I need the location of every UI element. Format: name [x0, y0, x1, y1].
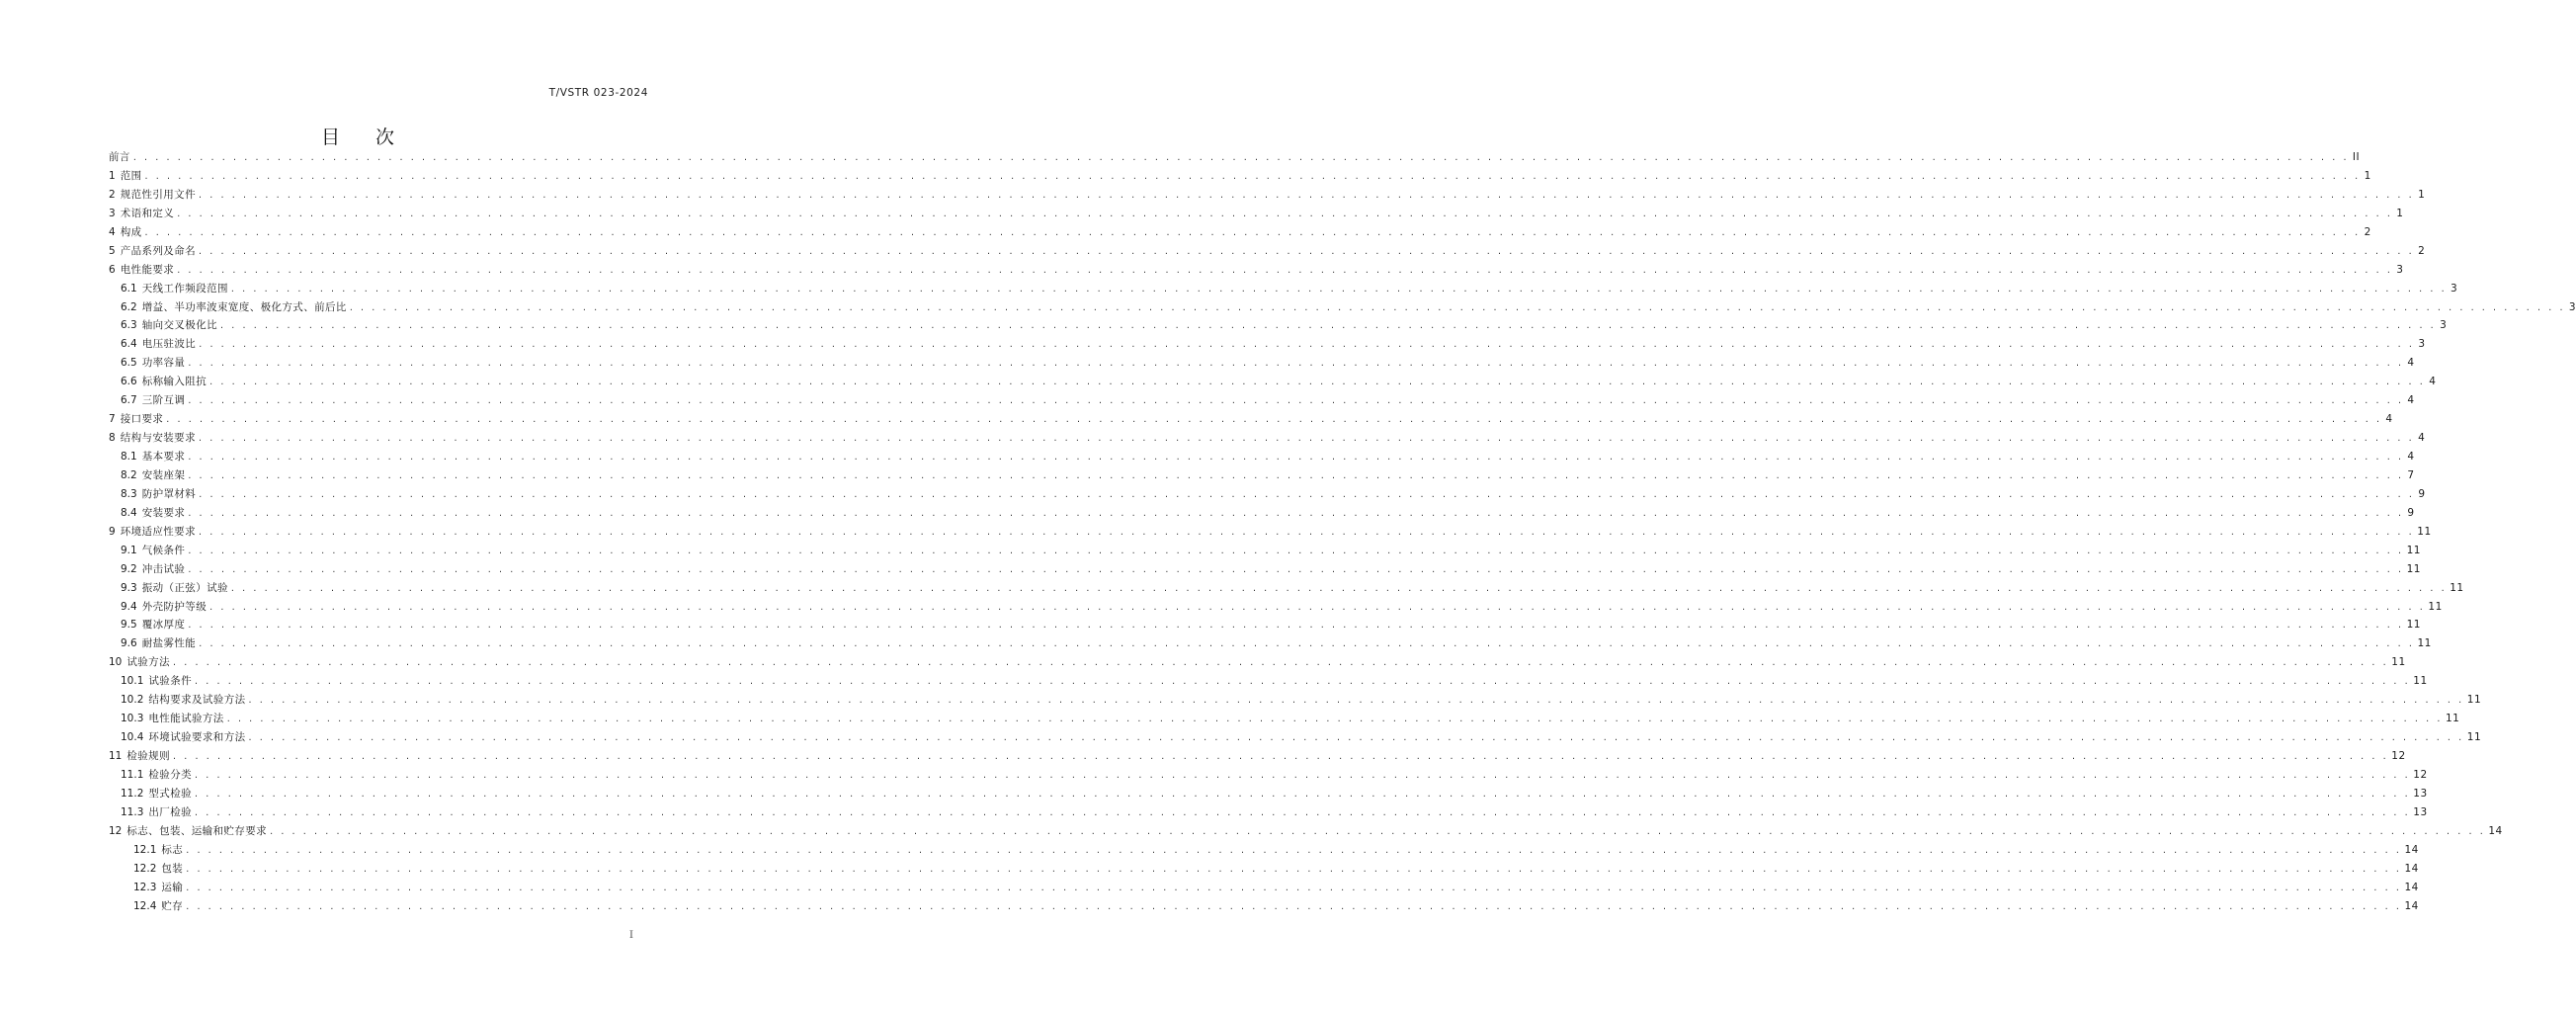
- toc-entry-number: 10.4: [121, 731, 144, 744]
- toc-leader-dots: . . . . . . . . . . . . . . . . . . . . . . . . . . . . . . . . . . . . . . . . . . . . . . . . . . . . . . . . . . . . . . . . . . . . . . . . . . . . . . . . . . . . . . . . . . . . . . . . . . . . . . . . . . . . . . . . . . . . . . . . . . . . . . . . . . . . . . . . . . . . . . . . . . . . . . . . . . . . . . . . . . . . . . . . . . . . . . . . . . . . . . . . . . . . . . . . . . . . . . . .: [209, 377, 2426, 388]
- toc-entry-label: 结构与安装要求: [120, 432, 196, 445]
- toc-leader-dots: . . . . . . . . . . . . . . . . . . . . . . . . . . . . . . . . . . . . . . . . . . . . . . . . . . . . . . . . . . . . . . . . . . . . . . . . . . . . . . . . . . . . . . . . . . . . . . . . . . . . . . . . . . . . . . . . . . . . . . . . . . . . . . . . . . . . . . . . . . . . . . . . . . . . . . . . . . . . . . . . . . . . . . . . . . . . . . . . . . . . . . . . . . . . . . . . . . . . . . . .: [188, 469, 2404, 481]
- toc-entry-page: 14: [2488, 824, 2503, 837]
- toc-leader-dots: . . . . . . . . . . . . . . . . . . . . . . . . . . . . . . . . . . . . . . . . . . . . . . . . . . . . . . . . . . . . . . . . . . . . . . . . . . . . . . . . . . . . . . . . . . . . . . . . . . . . . . . . . . . . . . . . . . . . . . . . . . . . . . . . . . . . . . . . . . . . . . . . . . . . . . . . . . . . . . . . . . . . . . . . . . . . . . . . . . . . . . . . . . . . . . . . . . . . . . . .: [349, 301, 2566, 313]
- toc-entry-page: 11: [2417, 525, 2432, 538]
- toc-entry[interactable]: [109, 841, 2419, 860]
- toc-entry[interactable]: [109, 280, 2458, 298]
- toc-leader-dots: . . . . . . . . . . . . . . . . . . . . . . . . . . . . . . . . . . . . . . . . . . . . . . . . . . . . . . . . . . . . . . . . . . . . . . . . . . . . . . . . . . . . . . . . . . . . . . . . . . . . . . . . . . . . . . . . . . . . . . . . . . . . . . . . . . . . . . . . . . . . . . . . . . . . . . . . . . . . . . . . . . . . . . . . . . . . . . . . . . . . . . . . . . . . . . . . . . . . . . . .: [199, 433, 2415, 445]
- toc-entry[interactable]: [109, 560, 2421, 579]
- toc-entry-page: 11: [2391, 656, 2406, 669]
- toc-entry-number: 12: [109, 824, 123, 837]
- toc-entry[interactable]: [109, 298, 2576, 317]
- toc-entry[interactable]: [109, 223, 2371, 242]
- toc-entry[interactable]: [109, 205, 2404, 223]
- toc-leader-dots: . . . . . . . . . . . . . . . . . . . . . . . . . . . . . . . . . . . . . . . . . . . . . . . . . . . . . . . . . . . . . . . . . . . . . . . . . . . . . . . . . . . . . . . . . . . . . . . . . . . . . . . . . . . . . . . . . . . . . . . . . . . . . . . . . . . . . . . . . . . . . . . . . . . . . . . . . . . . . . . . . . . . . . . . . . . . . . . . . . . . . . . . . . . . . . . . . . . . . . . .: [172, 751, 2389, 762]
- toc-entry-label: 轴向交叉极化比: [141, 319, 218, 332]
- toc-entry-page: 7: [2407, 468, 2415, 481]
- toc-entry-label: 增益、半功率波束宽度、极化方式、前后比: [141, 300, 347, 313]
- toc-entry-number: 9.3: [121, 581, 137, 594]
- toc-entry-page: 9: [2418, 487, 2426, 500]
- toc-leader-dots: . . . . . . . . . . . . . . . . . . . . . . . . . . . . . . . . . . . . . . . . . . . . . . . . . . . . . . . . . . . . . . . . . . . . . . . . . . . . . . . . . . . . . . . . . . . . . . . . . . . . . . . . . . . . . . . . . . . . . . . . . . . . . . . . . . . . . . . . . . . . . . . . . . . . . . . . . . . . . . . . . . . . . . . . . . . . . . . . . . . . . . . . . . . . . . . . . . . . . . . .: [186, 900, 2402, 912]
- toc-entry[interactable]: [109, 879, 2419, 897]
- toc-entry-number: 10.1: [121, 675, 144, 688]
- toc-leader-dots: . . . . . . . . . . . . . . . . . . . . . . . . . . . . . . . . . . . . . . . . . . . . . . . . . . . . . . . . . . . . . . . . . . . . . . . . . . . . . . . . . . . . . . . . . . . . . . . . . . . . . . . . . . . . . . . . . . . . . . . . . . . . . . . . . . . . . . . . . . . . . . . . . . . . . . . . . . . . . . . . . . . . . . . . . . . . . . . . . . . . . . . . . . . . . . . . . . . . . . . .: [195, 806, 2411, 818]
- toc-leader-dots: . . . . . . . . . . . . . . . . . . . . . . . . . . . . . . . . . . . . . . . . . . . . . . . . . . . . . . . . . . . . . . . . . . . . . . . . . . . . . . . . . . . . . . . . . . . . . . . . . . . . . . . . . . . . . . . . . . . . . . . . . . . . . . . . . . . . . . . . . . . . . . . . . . . . . . . . . . . . . . . . . . . . . . . . . . . . . . . . . . . . . . . . . . . . . . . . . . . . . . . .: [220, 320, 2437, 332]
- document-code: T/VSTR 023-2024: [548, 87, 648, 99]
- toc-entry[interactable]: [109, 691, 2482, 710]
- toc-entry[interactable]: [109, 728, 2482, 747]
- toc-entry-label: 标志: [161, 843, 184, 856]
- toc-entry[interactable]: [109, 766, 2428, 785]
- toc-entry[interactable]: [109, 391, 2415, 410]
- toc-entry[interactable]: [109, 672, 2428, 691]
- toc-leader-dots: . . . . . . . . . . . . . . . . . . . . . . . . . . . . . . . . . . . . . . . . . . . . . . . . . . . . . . . . . . . . . . . . . . . . . . . . . . . . . . . . . . . . . . . . . . . . . . . . . . . . . . . . . . . . . . . . . . . . . . . . . . . . . . . . . . . . . . . . . . . . . . . . . . . . . . . . . . . . . . . . . . . . . . . . . . . . . . . . . . . . . . . . . . . . . . . . . . . . . . . .: [188, 563, 2404, 575]
- toc-entry[interactable]: [109, 354, 2415, 373]
- toc-entry-page: 14: [2404, 862, 2419, 875]
- toc-leader-dots: . . . . . . . . . . . . . . . . . . . . . . . . . . . . . . . . . . . . . . . . . . . . . . . . . . . . . . . . . . . . . . . . . . . . . . . . . . . . . . . . . . . . . . . . . . . . . . . . . . . . . . . . . . . . . . . . . . . . . . . . . . . . . . . . . . . . . . . . . . . . . . . . . . . . . . . . . . . . . . . . . . . . . . . . . . . . . . . . . . . . . . . . . . . . . . . . . . . . . . . .: [209, 601, 2426, 613]
- toc-entry-page: 11: [2450, 581, 2464, 594]
- toc-entry-page: 11: [2428, 600, 2443, 613]
- toc-entry[interactable]: [109, 261, 2404, 280]
- toc-entry[interactable]: [109, 860, 2419, 879]
- toc-entry-page: 14: [2404, 881, 2419, 893]
- toc-entry-page: 11: [2466, 694, 2482, 707]
- toc-entry[interactable]: [109, 316, 2448, 335]
- toc-entry-number: 11: [109, 750, 123, 762]
- toc-entry-label: 功率容量: [141, 357, 186, 370]
- toc-leader-dots: . . . . . . . . . . . . . . . . . . . . . . . . . . . . . . . . . . . . . . . . . . . . . . . . . . . . . . . . . . . . . . . . . . . . . . . . . . . . . . . . . . . . . . . . . . . . . . . . . . . . . . . . . . . . . . . . . . . . . . . . . . . . . . . . . . . . . . . . . . . . . . . . . . . . . . . . . . . . . . . . . . . . . . . . . . . . . . . . . . . . . . . . . . . . . . . . . . . . . . . .: [188, 545, 2404, 556]
- toc-leader-dots: . . . . . . . . . . . . . . . . . . . . . . . . . . . . . . . . . . . . . . . . . . . . . . . . . . . . . . . . . . . . . . . . . . . . . . . . . . . . . . . . . . . . . . . . . . . . . . . . . . . . . . . . . . . . . . . . . . . . . . . . . . . . . . . . . . . . . . . . . . . . . . . . . . . . . . . . . . . . . . . . . . . . . . . . . . . . . . . . . . . . . . . . . . . . . . . . . . . . . . . .: [188, 507, 2404, 519]
- toc-entry-label: 贮存: [161, 899, 184, 912]
- toc-entry-page: 4: [2418, 432, 2426, 445]
- toc-leader-dots: . . . . . . . . . . . . . . . . . . . . . . . . . . . . . . . . . . . . . . . . . . . . . . . . . . . . . . . . . . . . . . . . . . . . . . . . . . . . . . . . . . . . . . . . . . . . . . . . . . . . . . . . . . . . . . . . . . . . . . . . . . . . . . . . . . . . . . . . . . . . . . . . . . . . . . . . . . . . . . . . . . . . . . . . . . . . . . . . . . . . . . . . . . . . . . . . . . . . . . . .: [144, 226, 2361, 238]
- toc-entry-number: 10.2: [121, 694, 144, 707]
- toc-entry-label: 安装要求: [141, 506, 186, 519]
- toc-leader-dots: . . . . . . . . . . . . . . . . . . . . . . . . . . . . . . . . . . . . . . . . . . . . . . . . . . . . . . . . . . . . . . . . . . . . . . . . . . . . . . . . . . . . . . . . . . . . . . . . . . . . . . . . . . . . . . . . . . . . . . . . . . . . . . . . . . . . . . . . . . . . . . . . . . . . . . . . . . . . . . . . . . . . . . . . . . . . . . . . . . . . . . . . . . . . . . . . . . . . . . . .: [199, 189, 2415, 201]
- toc-entry[interactable]: [109, 579, 2464, 598]
- toc-leader-dots: . . . . . . . . . . . . . . . . . . . . . . . . . . . . . . . . . . . . . . . . . . . . . . . . . . . . . . . . . . . . . . . . . . . . . . . . . . . . . . . . . . . . . . . . . . . . . . . . . . . . . . . . . . . . . . . . . . . . . . . . . . . . . . . . . . . . . . . . . . . . . . . . . . . . . . . . . . . . . . . . . . . . . . . . . . . . . . . . . . . . . . . . . . . . . . . . . . . . . . . .: [199, 526, 2415, 538]
- toc-entry-number: 9.1: [121, 544, 137, 556]
- toc-leader-dots: . . . . . . . . . . . . . . . . . . . . . . . . . . . . . . . . . . . . . . . . . . . . . . . . . . . . . . . . . . . . . . . . . . . . . . . . . . . . . . . . . . . . . . . . . . . . . . . . . . . . . . . . . . . . . . . . . . . . . . . . . . . . . . . . . . . . . . . . . . . . . . . . . . . . . . . . . . . . . . . . . . . . . . . . . . . . . . . . . . . . . . . . . . . . . . . . . . . . . . . .: [186, 844, 2402, 856]
- toc-entry-number: 10.3: [121, 713, 144, 725]
- toc-entry[interactable]: [109, 598, 2443, 617]
- toc-entry[interactable]: [109, 167, 2371, 186]
- toc-entry-label: 构成: [120, 225, 142, 238]
- toc-leader-dots: . . . . . . . . . . . . . . . . . . . . . . . . . . . . . . . . . . . . . . . . . . . . . . . . . . . . . . . . . . . . . . . . . . . . . . . . . . . . . . . . . . . . . . . . . . . . . . . . . . . . . . . . . . . . . . . . . . . . . . . . . . . . . . . . . . . . . . . . . . . . . . . . . . . . . . . . . . . . . . . . . . . . . . . . . . . . . . . . . . . . . . . . . . . . . . . . . . . . . . . .: [199, 638, 2415, 650]
- toc-leader-dots: . . . . . . . . . . . . . . . . . . . . . . . . . . . . . . . . . . . . . . . . . . . . . . . . . . . . . . . . . . . . . . . . . . . . . . . . . . . . . . . . . . . . . . . . . . . . . . . . . . . . . . . . . . . . . . . . . . . . . . . . . . . . . . . . . . . . . . . . . . . . . . . . . . . . . . . . . . . . . . . . . . . . . . . . . . . . . . . . . . . . . . . . . . . . . . . . . . . . . . . .: [177, 208, 2393, 219]
- toc-entry-label: 范围: [120, 169, 142, 182]
- toc-title: 目次: [320, 126, 430, 148]
- toc-entry-page: 9: [2407, 506, 2415, 519]
- toc-leader-dots: . . . . . . . . . . . . . . . . . . . . . . . . . . . . . . . . . . . . . . . . . . . . . . . . . . . . . . . . . . . . . . . . . . . . . . . . . . . . . . . . . . . . . . . . . . . . . . . . . . . . . . . . . . . . . . . . . . . . . . . . . . . . . . . . . . . . . . . . . . . . . . . . . . . . . . . . . . . . . . . . . . . . . . . . . . . . . . . . . . . . . . . . . . . . . . . . . . . . . . . .: [230, 582, 2448, 594]
- toc-entry[interactable]: [109, 710, 2460, 728]
- toc-entry-label: 振动（正弦）试验: [141, 581, 228, 594]
- toc-leader-dots: . . . . . . . . . . . . . . . . . . . . . . . . . . . . . . . . . . . . . . . . . . . . . . . . . . . . . . . . . . . . . . . . . . . . . . . . . . . . . . . . . . . . . . . . . . . . . . . . . . . . . . . . . . . . . . . . . . . . . . . . . . . . . . . . . . . . . . . . . . . . . . . . . . . . . . . . . . . . . . . . . . . . . . . . . . . . . . . . . . . . . . . . . . . . . . . . . . . . . . . .: [188, 620, 2404, 632]
- toc-entry-page: 11: [2406, 619, 2421, 632]
- toc-leader-dots: . . . . . . . . . . . . . . . . . . . . . . . . . . . . . . . . . . . . . . . . . . . . . . . . . . . . . . . . . . . . . . . . . . . . . . . . . . . . . . . . . . . . . . . . . . . . . . . . . . . . . . . . . . . . . . . . . . . . . . . . . . . . . . . . . . . . . . . . . . . . . . . . . . . . . . . . . . . . . . . . . . . . . . . . . . . . . . . . . . . . . . . . . . . . . . . . . . . . . . . .: [188, 395, 2404, 407]
- toc-entry[interactable]: [109, 504, 2415, 523]
- toc-entry[interactable]: [109, 542, 2421, 560]
- toc-entry-number: 7: [109, 413, 116, 426]
- toc-entry-page: 4: [2407, 357, 2415, 370]
- toc-entry-page: 4: [2407, 394, 2415, 407]
- toc-entry-label: 前言: [109, 151, 130, 163]
- toc-entry-label: 标志、包装、运输和贮存要求: [126, 824, 268, 837]
- toc-entry-page: 14: [2404, 899, 2419, 912]
- toc-entry-page: 13: [2413, 805, 2428, 818]
- toc-entry-number: 9.4: [121, 600, 137, 613]
- toc-entry-label: 防护罩材料: [141, 487, 197, 500]
- toc-leader-dots: . . . . . . . . . . . . . . . . . . . . . . . . . . . . . . . . . . . . . . . . . . . . . . . . . . . . . . . . . . . . . . . . . . . . . . . . . . . . . . . . . . . . . . . . . . . . . . . . . . . . . . . . . . . . . . . . . . . . . . . . . . . . . . . . . . . . . . . . . . . . . . . . . . . . . . . . . . . . . . . . . . . . . . . . . . . . . . . . . . . . . . . . . . . . . . . . . . . . . . . .: [166, 414, 2382, 426]
- toc-entry-label: 包装: [161, 862, 184, 875]
- toc-entry-page: 11: [2446, 713, 2460, 725]
- table-of-contents: [109, 148, 2576, 915]
- toc-entry[interactable]: [109, 616, 2421, 634]
- toc-entry-label: 电性能要求: [120, 263, 175, 276]
- toc-entry-page: 1: [2418, 188, 2426, 201]
- toc-entry-page: 1: [2396, 207, 2404, 219]
- toc-entry-label: 接口要求: [120, 413, 164, 426]
- toc-entry-page: 11: [2406, 562, 2421, 575]
- toc-entry[interactable]: [109, 429, 2426, 448]
- toc-entry[interactable]: [109, 634, 2432, 653]
- toc-entry-number: 9.5: [121, 619, 137, 632]
- toc-entry-page: 1: [2364, 169, 2371, 182]
- toc-entry-number: 5: [109, 244, 116, 257]
- toc-entry-label: 环境适应性要求: [120, 525, 196, 538]
- toc-entry-page: 4: [2385, 413, 2393, 426]
- toc-leader-dots: . . . . . . . . . . . . . . . . . . . . . . . . . . . . . . . . . . . . . . . . . . . . . . . . . . . . . . . . . . . . . . . . . . . . . . . . . . . . . . . . . . . . . . . . . . . . . . . . . . . . . . . . . . . . . . . . . . . . . . . . . . . . . . . . . . . . . . . . . . . . . . . . . . . . . . . . . . . . . . . . . . . . . . . . . . . . . . . . . . . . . . . . . . . . . . . . . . . . . . . .: [177, 264, 2393, 276]
- toc-entry-page: 11: [2406, 544, 2421, 556]
- toc-entry-label: 运输: [161, 881, 184, 893]
- toc-entry-number: 12.2: [133, 862, 157, 875]
- toc-entry-label: 三阶互调: [141, 394, 186, 407]
- toc-leader-dots: . . . . . . . . . . . . . . . . . . . . . . . . . . . . . . . . . . . . . . . . . . . . . . . . . . . . . . . . . . . . . . . . . . . . . . . . . . . . . . . . . . . . . . . . . . . . . . . . . . . . . . . . . . . . . . . . . . . . . . . . . . . . . . . . . . . . . . . . . . . . . . . . . . . . . . . . . . . . . . . . . . . . . . . . . . . . . . . . . . . . . . . . . . . . . . . . . . . . . . . .: [188, 358, 2404, 370]
- toc-entry-label: 外壳防护等级: [141, 600, 208, 613]
- toc-entry-page: II: [2352, 151, 2361, 163]
- toc-entry-page: 11: [2466, 731, 2482, 744]
- toc-entry-label: 产品系列及命名: [120, 244, 196, 257]
- toc-entry-number: 12.1: [133, 843, 157, 856]
- toc-leader-dots: . . . . . . . . . . . . . . . . . . . . . . . . . . . . . . . . . . . . . . . . . . . . . . . . . . . . . . . . . . . . . . . . . . . . . . . . . . . . . . . . . . . . . . . . . . . . . . . . . . . . . . . . . . . . . . . . . . . . . . . . . . . . . . . . . . . . . . . . . . . . . . . . . . . . . . . . . . . . . . . . . . . . . . . . . . . . . . . . . . . . . . . . . . . . . . . . . . . . . . . .: [186, 882, 2402, 893]
- toc-entry-page: 3: [2418, 338, 2426, 351]
- toc-leader-dots: . . . . . . . . . . . . . . . . . . . . . . . . . . . . . . . . . . . . . . . . . . . . . . . . . . . . . . . . . . . . . . . . . . . . . . . . . . . . . . . . . . . . . . . . . . . . . . . . . . . . . . . . . . . . . . . . . . . . . . . . . . . . . . . . . . . . . . . . . . . . . . . . . . . . . . . . . . . . . . . . . . . . . . . . . . . . . . . . . . . . . . . . . . . . . . . . . . . . . . . .: [172, 657, 2389, 669]
- toc-entry-number: 6.6: [121, 376, 137, 388]
- toc-leader-dots: . . . . . . . . . . . . . . . . . . . . . . . . . . . . . . . . . . . . . . . . . . . . . . . . . . . . . . . . . . . . . . . . . . . . . . . . . . . . . . . . . . . . . . . . . . . . . . . . . . . . . . . . . . . . . . . . . . . . . . . . . . . . . . . . . . . . . . . . . . . . . . . . . . . . . . . . . . . . . . . . . . . . . . . . . . . . . . . . . . . . . . . . . . . . . . . . . . . . . . . .: [199, 339, 2415, 351]
- toc-entry[interactable]: [109, 822, 2503, 841]
- toc-entry-number: 8.1: [121, 451, 137, 463]
- toc-entry[interactable]: [109, 448, 2415, 466]
- toc-entry-number: 8: [109, 432, 116, 445]
- toc-entry-label: 安装座架: [141, 468, 186, 481]
- toc-entry-number: 4: [109, 225, 116, 238]
- toc-entry[interactable]: [109, 747, 2406, 766]
- toc-entry-page: 3: [2451, 282, 2458, 295]
- toc-entry-label: 结构要求及试验方法: [148, 694, 246, 707]
- toc-leader-dots: . . . . . . . . . . . . . . . . . . . . . . . . . . . . . . . . . . . . . . . . . . . . . . . . . . . . . . . . . . . . . . . . . . . . . . . . . . . . . . . . . . . . . . . . . . . . . . . . . . . . . . . . . . . . . . . . . . . . . . . . . . . . . . . . . . . . . . . . . . . . . . . . . . . . . . . . . . . . . . . . . . . . . . . . . . . . . . . . . . . . . . . . . . . . . . . . . . . . . . . .: [226, 714, 2443, 725]
- toc-entry-number: 6.4: [121, 338, 137, 351]
- toc-entry-label: 试验条件: [148, 675, 192, 688]
- toc-leader-dots: . . . . . . . . . . . . . . . . . . . . . . . . . . . . . . . . . . . . . . . . . . . . . . . . . . . . . . . . . . . . . . . . . . . . . . . . . . . . . . . . . . . . . . . . . . . . . . . . . . . . . . . . . . . . . . . . . . . . . . . . . . . . . . . . . . . . . . . . . . . . . . . . . . . . . . . . . . . . . . . . . . . . . . . . . . . . . . . . . . . . . . . . . . . . . . . . . . . . . . . .: [199, 488, 2415, 500]
- toc-entry[interactable]: [109, 785, 2428, 803]
- toc-entry-number: 11.1: [121, 768, 144, 781]
- toc-entry-number: 11.2: [121, 787, 144, 800]
- toc-entry[interactable]: [109, 186, 2426, 205]
- toc-entry[interactable]: [109, 466, 2415, 485]
- toc-entry-page: 4: [2429, 376, 2437, 388]
- toc-entry[interactable]: [109, 410, 2393, 429]
- toc-entry-number: 8.2: [121, 468, 137, 481]
- toc-entry-number: 6.2: [121, 300, 137, 313]
- toc-entry-label: 环境试验要求和方法: [148, 731, 246, 744]
- toc-entry-page: 2: [2418, 244, 2426, 257]
- toc-entry-label: 术语和定义: [120, 207, 175, 219]
- toc-leader-dots: . . . . . . . . . . . . . . . . . . . . . . . . . . . . . . . . . . . . . . . . . . . . . . . . . . . . . . . . . . . . . . . . . . . . . . . . . . . . . . . . . . . . . . . . . . . . . . . . . . . . . . . . . . . . . . . . . . . . . . . . . . . . . . . . . . . . . . . . . . . . . . . . . . . . . . . . . . . . . . . . . . . . . . . . . . . . . . . . . . . . . . . . . . . . . . . . . . . . . . . .: [199, 245, 2415, 257]
- toc-entry-label: 天线工作频段范围: [141, 282, 228, 295]
- toc-entry-label: 电压驻波比: [141, 338, 197, 351]
- toc-entry-page: 12: [2413, 768, 2428, 781]
- toc-entry-number: 9.2: [121, 562, 137, 575]
- toc-entry-label: 出厂检验: [148, 805, 192, 818]
- toc-entry-page: 11: [2417, 637, 2432, 650]
- toc-entry[interactable]: [109, 523, 2432, 542]
- toc-entry-number: 6.7: [121, 394, 137, 407]
- page-number: I: [628, 929, 633, 941]
- toc-entry-label: 电性能试验方法: [148, 713, 224, 725]
- toc-entry-label: 检验分类: [148, 768, 192, 781]
- toc-leader-dots: . . . . . . . . . . . . . . . . . . . . . . . . . . . . . . . . . . . . . . . . . . . . . . . . . . . . . . . . . . . . . . . . . . . . . . . . . . . . . . . . . . . . . . . . . . . . . . . . . . . . . . . . . . . . . . . . . . . . . . . . . . . . . . . . . . . . . . . . . . . . . . . . . . . . . . . . . . . . . . . . . . . . . . . . . . . . . . . . . . . . . . . . . . . . . . . . . . . . . . . .: [195, 676, 2411, 688]
- toc-entry-label: 基本要求: [141, 451, 186, 463]
- toc-leader-dots: . . . . . . . . . . . . . . . . . . . . . . . . . . . . . . . . . . . . . . . . . . . . . . . . . . . . . . . . . . . . . . . . . . . . . . . . . . . . . . . . . . . . . . . . . . . . . . . . . . . . . . . . . . . . . . . . . . . . . . . . . . . . . . . . . . . . . . . . . . . . . . . . . . . . . . . . . . . . . . . . . . . . . . . . . . . . . . . . . . . . . . . . . . . . . . . . . . . . . . . .: [248, 695, 2464, 707]
- toc-entry-label: 检验规则: [126, 750, 170, 762]
- toc-leader-dots: . . . . . . . . . . . . . . . . . . . . . . . . . . . . . . . . . . . . . . . . . . . . . . . . . . . . . . . . . . . . . . . . . . . . . . . . . . . . . . . . . . . . . . . . . . . . . . . . . . . . . . . . . . . . . . . . . . . . . . . . . . . . . . . . . . . . . . . . . . . . . . . . . . . . . . . . . . . . . . . . . . . . . . . . . . . . . . . . . . . . . . . . . . . . . . . . . . . . . . . .: [270, 825, 2486, 837]
- toc-entry-number: 9.6: [121, 637, 137, 650]
- toc-entry[interactable]: [109, 242, 2426, 261]
- toc-entry-number: 6.5: [121, 357, 137, 370]
- toc-leader-dots: . . . . . . . . . . . . . . . . . . . . . . . . . . . . . . . . . . . . . . . . . . . . . . . . . . . . . . . . . . . . . . . . . . . . . . . . . . . . . . . . . . . . . . . . . . . . . . . . . . . . . . . . . . . . . . . . . . . . . . . . . . . . . . . . . . . . . . . . . . . . . . . . . . . . . . . . . . . . . . . . . . . . . . . . . . . . . . . . . . . . . . . . . . . . . . . . . . . . . . . .: [195, 788, 2411, 800]
- toc-entry-number: 1: [109, 169, 116, 182]
- toc-entry-page: 11: [2413, 675, 2428, 688]
- toc-entry-page: 3: [2440, 319, 2448, 332]
- toc-entry-page: 4: [2407, 451, 2415, 463]
- toc-entry[interactable]: [109, 897, 2419, 916]
- toc-entry-number: 6.1: [121, 282, 137, 295]
- toc-entry-number: 3: [109, 207, 116, 219]
- toc-entry-page: 2: [2364, 225, 2371, 238]
- toc-entry[interactable]: [109, 335, 2426, 354]
- toc-entry-label: 标称输入阻抗: [141, 376, 208, 388]
- toc-leader-dots: . . . . . . . . . . . . . . . . . . . . . . . . . . . . . . . . . . . . . . . . . . . . . . . . . . . . . . . . . . . . . . . . . . . . . . . . . . . . . . . . . . . . . . . . . . . . . . . . . . . . . . . . . . . . . . . . . . . . . . . . . . . . . . . . . . . . . . . . . . . . . . . . . . . . . . . . . . . . . . . . . . . . . . . . . . . . . . . . . . . . . . . . . . . . . . . . . . . . . . . .: [132, 152, 2350, 163]
- toc-entry-page: 3: [2396, 263, 2404, 276]
- toc-leader-dots: . . . . . . . . . . . . . . . . . . . . . . . . . . . . . . . . . . . . . . . . . . . . . . . . . . . . . . . . . . . . . . . . . . . . . . . . . . . . . . . . . . . . . . . . . . . . . . . . . . . . . . . . . . . . . . . . . . . . . . . . . . . . . . . . . . . . . . . . . . . . . . . . . . . . . . . . . . . . . . . . . . . . . . . . . . . . . . . . . . . . . . . . . . . . . . . . . . . . . . . .: [195, 769, 2411, 781]
- toc-entry-page: 3: [2568, 300, 2576, 313]
- toc-leader-dots: . . . . . . . . . . . . . . . . . . . . . . . . . . . . . . . . . . . . . . . . . . . . . . . . . . . . . . . . . . . . . . . . . . . . . . . . . . . . . . . . . . . . . . . . . . . . . . . . . . . . . . . . . . . . . . . . . . . . . . . . . . . . . . . . . . . . . . . . . . . . . . . . . . . . . . . . . . . . . . . . . . . . . . . . . . . . . . . . . . . . . . . . . . . . . . . . . . . . . . . .: [188, 452, 2404, 463]
- toc-entry[interactable]: [109, 485, 2426, 504]
- toc-entry-number: 12.3: [133, 881, 157, 893]
- toc-entry-label: 规范性引用文件: [120, 188, 196, 201]
- toc-entry-number: 12.4: [133, 899, 157, 912]
- toc-entry-number: 6: [109, 263, 116, 276]
- toc-entry-label: 冲击试验: [141, 562, 186, 575]
- toc-entry-label: 覆冰厚度: [141, 619, 186, 632]
- toc-entry[interactable]: [109, 148, 2361, 167]
- toc-entry-label: 试验方法: [126, 656, 170, 669]
- toc-leader-dots: . . . . . . . . . . . . . . . . . . . . . . . . . . . . . . . . . . . . . . . . . . . . . . . . . . . . . . . . . . . . . . . . . . . . . . . . . . . . . . . . . . . . . . . . . . . . . . . . . . . . . . . . . . . . . . . . . . . . . . . . . . . . . . . . . . . . . . . . . . . . . . . . . . . . . . . . . . . . . . . . . . . . . . . . . . . . . . . . . . . . . . . . . . . . . . . . . . . . . . . .: [230, 283, 2448, 295]
- toc-entry-page: 12: [2391, 750, 2406, 762]
- toc-leader-dots: . . . . . . . . . . . . . . . . . . . . . . . . . . . . . . . . . . . . . . . . . . . . . . . . . . . . . . . . . . . . . . . . . . . . . . . . . . . . . . . . . . . . . . . . . . . . . . . . . . . . . . . . . . . . . . . . . . . . . . . . . . . . . . . . . . . . . . . . . . . . . . . . . . . . . . . . . . . . . . . . . . . . . . . . . . . . . . . . . . . . . . . . . . . . . . . . . . . . . . . .: [144, 170, 2361, 182]
- toc-entry[interactable]: [109, 803, 2428, 822]
- toc-entry[interactable]: [109, 653, 2406, 672]
- toc-entry[interactable]: [109, 373, 2437, 391]
- toc-entry-number: 8.3: [121, 487, 137, 500]
- toc-entry-number: 8.4: [121, 506, 137, 519]
- toc-entry-page: 13: [2413, 787, 2428, 800]
- toc-entry-number: 11.3: [121, 805, 144, 818]
- toc-entry-number: 2: [109, 188, 116, 201]
- toc-entry-page: 14: [2404, 843, 2419, 856]
- toc-leader-dots: . . . . . . . . . . . . . . . . . . . . . . . . . . . . . . . . . . . . . . . . . . . . . . . . . . . . . . . . . . . . . . . . . . . . . . . . . . . . . . . . . . . . . . . . . . . . . . . . . . . . . . . . . . . . . . . . . . . . . . . . . . . . . . . . . . . . . . . . . . . . . . . . . . . . . . . . . . . . . . . . . . . . . . . . . . . . . . . . . . . . . . . . . . . . . . . . . . . . . . . .: [186, 863, 2402, 875]
- toc-leader-dots: . . . . . . . . . . . . . . . . . . . . . . . . . . . . . . . . . . . . . . . . . . . . . . . . . . . . . . . . . . . . . . . . . . . . . . . . . . . . . . . . . . . . . . . . . . . . . . . . . . . . . . . . . . . . . . . . . . . . . . . . . . . . . . . . . . . . . . . . . . . . . . . . . . . . . . . . . . . . . . . . . . . . . . . . . . . . . . . . . . . . . . . . . . . . . . . . . . . . . . . .: [248, 732, 2464, 744]
- toc-entry-label: 气候条件: [141, 544, 186, 556]
- toc-entry-number: 6.3: [121, 319, 137, 332]
- toc-entry-number: 10: [109, 656, 123, 669]
- toc-entry-number: 9: [109, 525, 116, 538]
- toc-entry-label: 型式检验: [148, 787, 192, 800]
- toc-entry-label: 耐盐雾性能: [141, 637, 197, 650]
